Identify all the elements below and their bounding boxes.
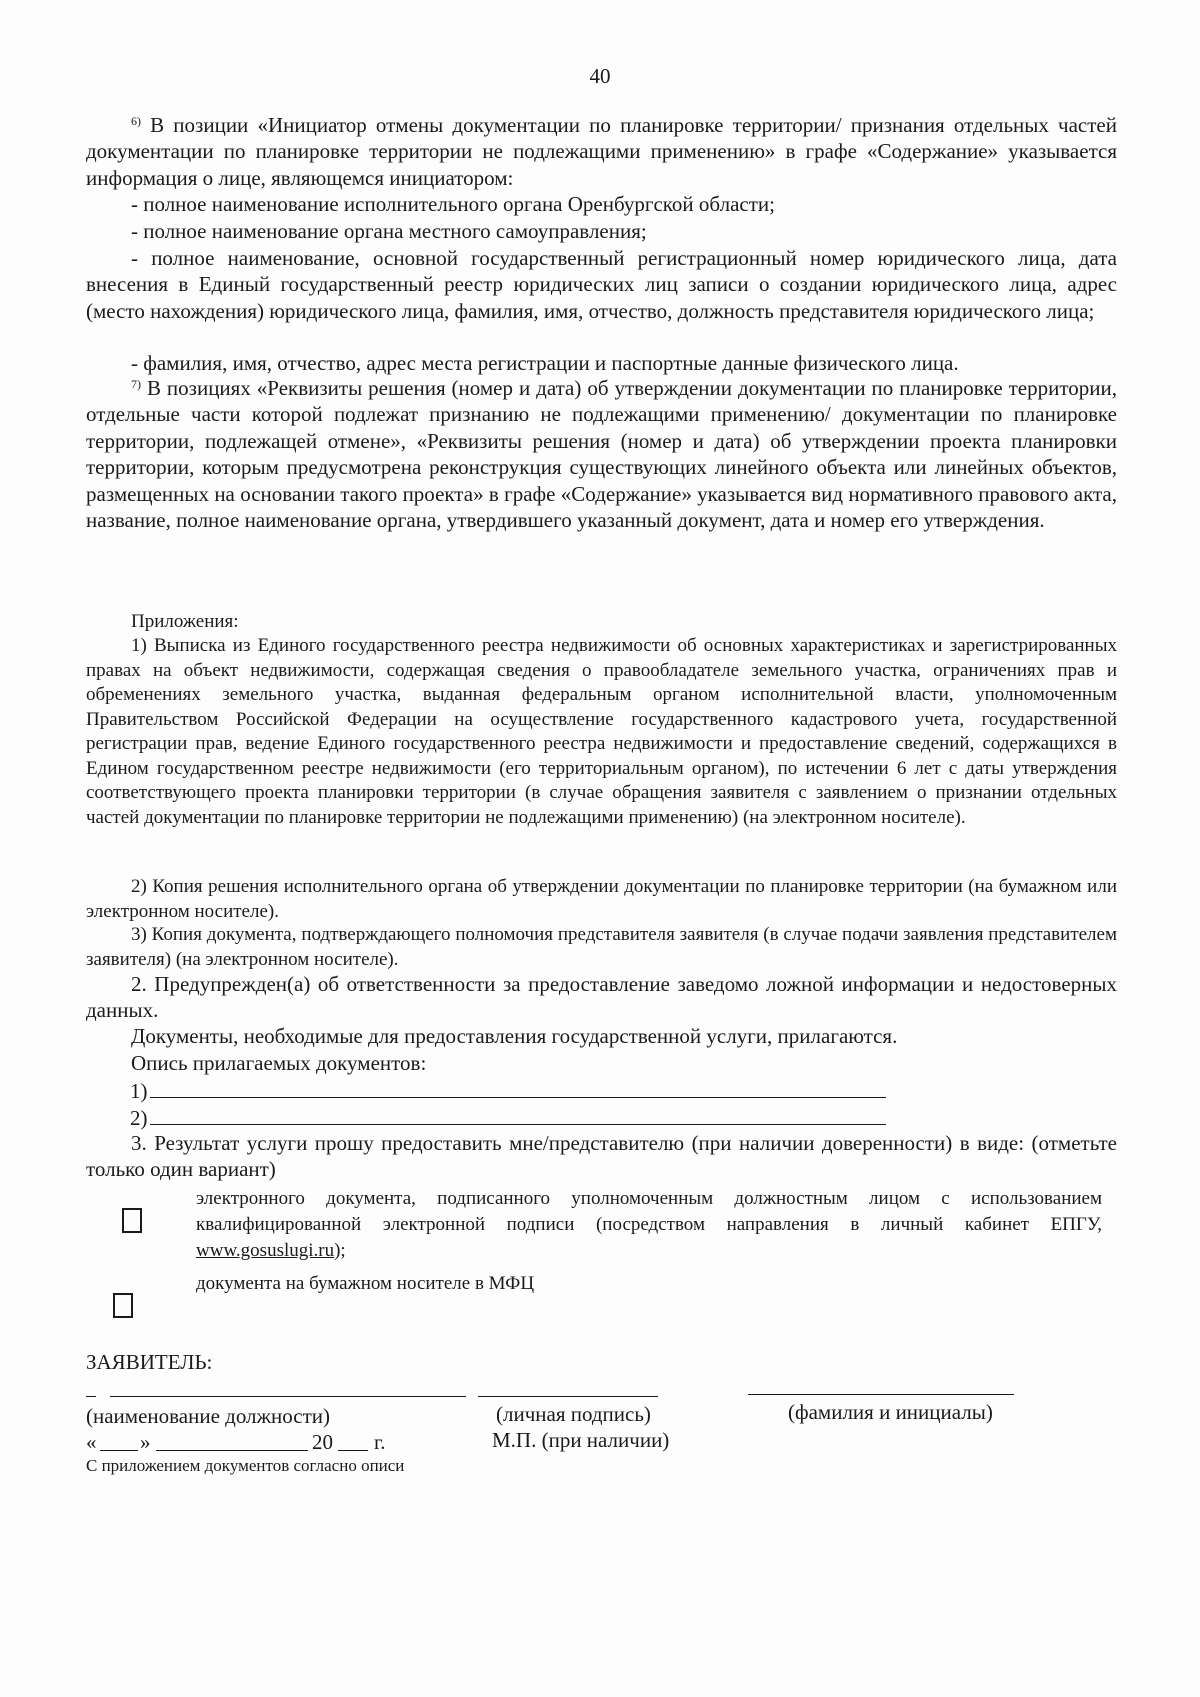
paper-document-checkbox[interactable] (113, 1293, 133, 1318)
signature-blank-line[interactable] (478, 1396, 658, 1397)
attachments-heading: Приложения: (131, 611, 239, 632)
inventory-blank-line[interactable] (150, 1104, 886, 1125)
note-6-item: - полное наименование исполнительного органа Оренбургской области; (131, 192, 775, 216)
signature-caption: (личная подпись) (496, 1402, 651, 1426)
electronic-document-checkbox[interactable] (122, 1208, 142, 1233)
stamp-label: М.П. (при наличии) (492, 1428, 670, 1452)
inventory-line-1[interactable] (130, 1077, 886, 1104)
electronic-document-option-label (196, 1186, 1102, 1264)
note-6-mark: 6) (131, 114, 141, 128)
attachment-item: 1) Выписка из Единого государственного реестра недвижимости об основных характеристиках и зарегистрированных правах на объект недвижимости, содержащая сведения о правообладателе земельного участка, ограничениях прав и обременениях земельного участка, выданная федеральным органом исполнительной власти, уполномоченным Правительством Российской Федерации на осуществление государственного кадастрового учета, государственной регистрации прав, ведение Единого государственного реестра недвижимости и предоставление сведений, содержащихся в Едином государственном реестре недвижимости (его территориальным органом), по истечении 6 лет с даты утверждения соответствующего проекта планировки территории (в случае обращения заявителя с заявлением о признании отдельных частей документации по планировке территории не подлежащими применению) (на электронном носителе). (86, 635, 1117, 828)
note-7-paragraph (86, 375, 1117, 533)
gosuslugi-link[interactable]: www.gosuslugi.ru (196, 1240, 335, 1261)
year-prefix: 20 (312, 1430, 333, 1454)
inventory-heading: Опись прилагаемых документов: (131, 1051, 427, 1075)
attachment-item: 2) Копия решения исполнительного органа об утверждении документации по планировке территории (на бумажном или электронном носителе). (86, 876, 1117, 922)
documents-attached-text: Документы, необходимые для предоставления государственной услуги, прилагаются. (131, 1024, 898, 1048)
attachments-footer-note: С приложением документов согласно описи (86, 1456, 405, 1475)
name-blank-line[interactable] (748, 1394, 1014, 1395)
page-number: 40 (589, 64, 611, 88)
position-line-dash (86, 1396, 96, 1397)
position-caption: (наименование должности) (86, 1404, 331, 1428)
month-blank-line[interactable] (156, 1450, 308, 1451)
liability-warning: 2. Предупрежден(а) об ответственности за предоставление заведомо ложной информации и недостоверных данных. (86, 972, 1117, 1023)
note-7-mark: 7) (131, 377, 141, 391)
note-6-item: - фамилия, имя, отчество, адрес места регистрации и паспортные данные физического лица. (131, 351, 959, 375)
electronic-option-text: электронного документа, подписанного уполномоченным должностным лицом с использованием квалифицированной электронной подписи (посредством направления в личный кабинет ЕПГУ, (196, 1188, 1102, 1235)
day-blank-line[interactable] (100, 1450, 138, 1451)
inventory-line-2[interactable] (130, 1104, 886, 1131)
date-open-quote: « (86, 1430, 97, 1454)
applicant-label: ЗАЯВИТЕЛЬ: (86, 1350, 213, 1374)
inventory-line-number: 2) (130, 1106, 148, 1130)
name-caption: (фамилия и инициалы) (788, 1400, 993, 1424)
inventory-line-number: 1) (130, 1079, 148, 1103)
year-blank-line[interactable] (338, 1450, 368, 1451)
position-blank-line[interactable] (110, 1396, 466, 1397)
date-close-quote: » (140, 1430, 151, 1454)
year-suffix: г. (374, 1430, 386, 1454)
note-6-item: - полное наименование органа местного самоуправления; (131, 219, 647, 243)
result-request-text: 3. Результат услуги прошу предоставить мне/представителю (при наличии доверенности) в виде: (отметьте только один вариант) (86, 1131, 1117, 1182)
attachment-item: 3) Копия документа, подтверждающего полномочия представителя заявителя (в случае подачи заявления представителем заявителя) (на электронном носителе). (86, 924, 1117, 970)
note-6-text: В позиции «Инициатор отмены документации по планировке территории/ признания отдельных частей документации по планировке территории не подлежащими применению» в графе «Содержание» указывается информация о лице, являющемся инициатором: (86, 113, 1117, 190)
note-6-paragraph (86, 112, 1117, 191)
note-6-item: - полное наименование, основной государственный регистрационный номер юридического лица, дата внесения в Единый государственный реестр юридических лиц записи о создании юридического лица, адрес (место нахождения) юридического лица, фамилия, имя, отчество, должность представителя юридического лица; (86, 246, 1117, 323)
inventory-blank-line[interactable] (150, 1077, 886, 1098)
paper-document-option-label: документа на бумажном носителе в МФЦ (196, 1273, 535, 1294)
electronic-option-tail: ); (334, 1240, 346, 1261)
note-7-text: В позициях «Реквизиты решения (номер и дата) об утверждении документации по планировке территории, отдельные части которой подлежат признанию не подлежащими применению/ документации по планировке территории, подлежащей отмене», «Реквизиты решения (номер и дата) об утверждении проекта планировки территории, которым предусмотрена реконструкция существующих линейного объекта или линейных объектов, размещенных на основании такого проекта» в графе «Содержание» указывается вид нормативного правового акта, название, полное наименование органа, утвердившего указанный документ, дата и номер его утверждения. (86, 376, 1117, 533)
